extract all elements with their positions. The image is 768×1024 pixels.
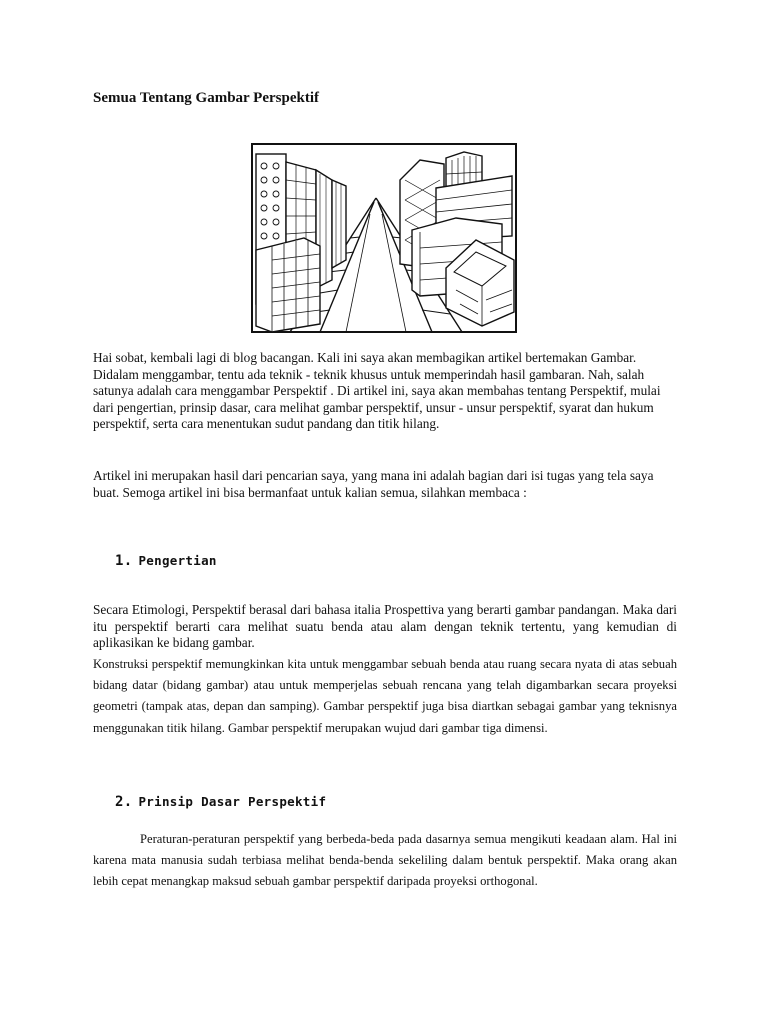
section-2-paragraph-1: Peraturan-peraturan perspektif yang berbeda-beda pada dasarnya semua mengikuti keadaan alam. Hal ini karena mata manusia sudah terbiasa melihat benda-benda sekeliling dalam bentuk perspektif. Maka orang akan lebih cepat menangkap maksud sebuah gambar perspektif daripada proyeksi orthogonal. <box>93 832 677 889</box>
section-1-number: 1. <box>115 553 133 569</box>
section-2-heading <box>115 794 326 810</box>
section-1-paragraph-2: Konstruksi perspektif memungkinkan kita untuk menggambar sebuah benda atau ruang secara nyata di atas sebuah bidang datar (bidang gambar) atau untuk memperjelas sebuah rencana yang telah digambarkan secara proyeksi geometri (tampak atas, depan dan samping). Gambar perspektif juga bisa diartkan sebagai gambar yang teknisnya menggunakan titik hilang. Gambar perspektif merupakan wujud dari gambar tiga dimensi. <box>93 657 677 735</box>
section-1-title: Pengertian <box>138 553 217 568</box>
section-1-paragraph-1: Secara Etimologi, Perspektif berasal dari bahasa italia Prospettiva yang berarti gambar pandangan. Maka dari itu perspektif berarti cara melihat suatu benda atau alam dengan teknik tertentu, yang kemudian di aplikasikan ke bidang gambar. <box>93 602 677 651</box>
section-2-number: 2. <box>115 794 133 810</box>
perspective-street-illustration <box>250 140 518 336</box>
section-2-title: Prinsip Dasar Perspektif <box>138 794 327 809</box>
document-title: Semua Tentang Gambar Perspektif <box>93 90 319 106</box>
intro-paragraph-2: Artikel ini merupakan hasil dari pencarian saya, yang mana ini adalah bagian dari isi tugas yang tela saya buat. Semoga artikel ini bisa bermanfaat untuk kalian semua, silahkan membaca : <box>93 468 654 500</box>
section-1-heading <box>115 553 217 569</box>
intro-paragraph: Hai sobat, kembali lagi di blog bacangan. Kali ini saya akan membagikan artikel bertemakan Gambar. Didalam menggambar, tentu ada teknik - teknik khusus untuk memperindah hasil gambaran. Nah, salah satunya adalah cara menggambar Perspektif . Di artikel ini, saya akan membahas tentang Perspektif, mulai dari pengertian, prinsip dasar, cara melihat gambar perspektif, unsur - unsur perspektif, syarat dan hukum perspektif, serta cara menentukan sudut pandang dan titik hilang. <box>93 350 661 432</box>
